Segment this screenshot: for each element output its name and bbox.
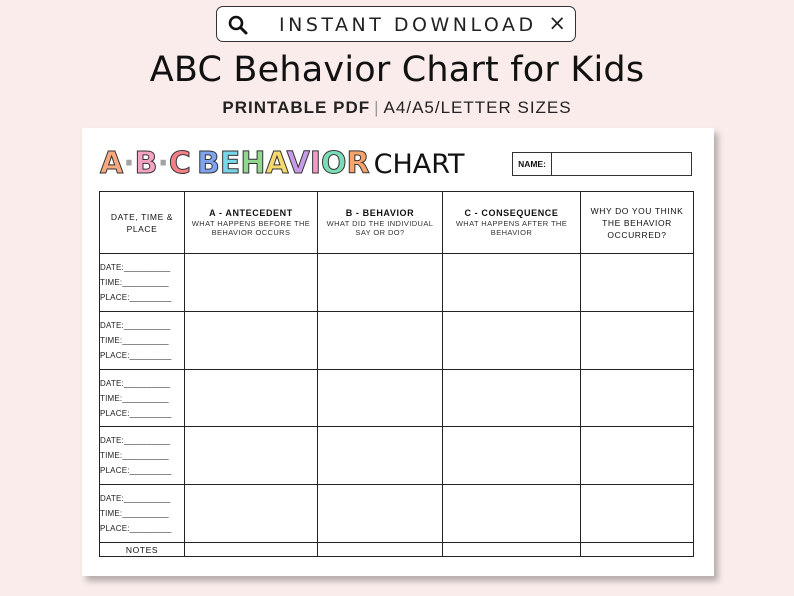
logo-letter: B bbox=[196, 146, 220, 181]
write-in-cell[interactable] bbox=[581, 254, 694, 312]
search-text: INSTANT DOWNLOAD bbox=[279, 14, 537, 36]
date-time-place-field: DATE:__________ bbox=[100, 378, 171, 388]
write-in-cell[interactable] bbox=[443, 485, 581, 543]
page-title: ABC Behavior Chart for Kids bbox=[149, 50, 645, 90]
date-time-place-field: PLACE:_________ bbox=[100, 466, 172, 476]
header-consequence: C - CONSEQUENCE WHAT HAPPENS AFTER THE BEHAVIOR bbox=[443, 192, 581, 254]
date-time-place-cell[interactable] bbox=[100, 254, 185, 312]
logo-letter: · bbox=[157, 146, 169, 181]
table-row bbox=[100, 254, 694, 312]
header-date-time-place: DATE, TIME & PLACE bbox=[100, 192, 185, 254]
date-time-place-field: DATE:__________ bbox=[100, 262, 171, 272]
notes-label: NOTES bbox=[100, 543, 185, 557]
write-in-cell[interactable] bbox=[443, 369, 581, 427]
notes-cell[interactable] bbox=[443, 543, 581, 557]
date-time-place-field: TIME:__________ bbox=[100, 335, 169, 345]
write-in-cell[interactable] bbox=[581, 427, 694, 485]
table-row bbox=[100, 369, 694, 427]
notes-row bbox=[100, 543, 694, 557]
logo-letter: I bbox=[309, 146, 321, 181]
write-in-cell[interactable] bbox=[185, 369, 318, 427]
name-field[interactable] bbox=[552, 153, 691, 175]
date-time-place-field: TIME:__________ bbox=[100, 451, 169, 461]
date-time-place-cell[interactable] bbox=[100, 311, 185, 369]
date-time-place-field: DATE:__________ bbox=[100, 436, 171, 446]
logo-letter: · bbox=[123, 146, 135, 181]
subtitle-separator: | bbox=[374, 98, 380, 117]
write-in-cell[interactable] bbox=[185, 311, 318, 369]
close-icon[interactable]: × bbox=[548, 11, 566, 35]
search-icon[interactable] bbox=[227, 14, 249, 36]
write-in-cell[interactable] bbox=[318, 369, 443, 427]
date-time-place-field: TIME:__________ bbox=[100, 277, 169, 287]
sheet-logo bbox=[100, 146, 465, 181]
header-why: WHY DO YOU THINK THE BEHAVIOR OCCURRED? bbox=[581, 192, 694, 254]
date-time-place-field: DATE:__________ bbox=[100, 320, 171, 330]
header-antecedent: A - ANTECEDENT WHAT HAPPENS BEFORE THE BEHAVIOR OCCURS bbox=[185, 192, 318, 254]
notes-cell[interactable] bbox=[581, 543, 694, 557]
write-in-cell[interactable] bbox=[318, 427, 443, 485]
write-in-cell[interactable] bbox=[581, 369, 694, 427]
date-time-place-cell[interactable] bbox=[100, 369, 185, 427]
logo-letter: V bbox=[286, 146, 310, 181]
write-in-cell[interactable] bbox=[318, 311, 443, 369]
write-in-cell[interactable] bbox=[443, 311, 581, 369]
logo-letter: A bbox=[100, 146, 124, 181]
header-behavior: B - BEHAVIOR WHAT DID THE INDIVIDUAL SAY OR DO? bbox=[318, 192, 443, 254]
search-bar[interactable] bbox=[216, 6, 576, 42]
header-row bbox=[100, 192, 694, 254]
write-in-cell[interactable] bbox=[185, 254, 318, 312]
logo-letter: O bbox=[321, 146, 347, 181]
date-time-place-cell[interactable] bbox=[100, 485, 185, 543]
name-box bbox=[512, 152, 692, 176]
logo-letter: A bbox=[265, 146, 287, 181]
logo-letter: C bbox=[168, 146, 191, 181]
write-in-cell[interactable] bbox=[185, 427, 318, 485]
logo-chart-word: CHART bbox=[373, 149, 465, 180]
logo-letter: E bbox=[219, 146, 241, 181]
subtitle-sizes: A4/A5/LETTER SIZES bbox=[383, 98, 572, 117]
date-time-place-field: PLACE:_________ bbox=[100, 292, 172, 302]
logo-letter: H bbox=[240, 146, 266, 181]
table-row bbox=[100, 427, 694, 485]
table-row bbox=[100, 485, 694, 543]
date-time-place-field: TIME:__________ bbox=[100, 509, 169, 519]
date-time-place-field: TIME:__________ bbox=[100, 393, 169, 403]
write-in-cell[interactable] bbox=[581, 311, 694, 369]
name-label: NAME: bbox=[513, 153, 552, 175]
date-time-place-field: PLACE:_________ bbox=[100, 408, 172, 418]
write-in-cell[interactable] bbox=[185, 485, 318, 543]
notes-cell[interactable] bbox=[185, 543, 318, 557]
write-in-cell[interactable] bbox=[443, 254, 581, 312]
abc-table bbox=[99, 191, 694, 557]
logo-letter: R bbox=[346, 146, 370, 181]
write-in-cell[interactable] bbox=[318, 485, 443, 543]
date-time-place-cell[interactable] bbox=[100, 427, 185, 485]
chart-sheet bbox=[82, 128, 714, 576]
date-time-place-field: PLACE:_________ bbox=[100, 524, 172, 534]
subtitle-format: PRINTABLE PDF bbox=[222, 98, 371, 117]
date-time-place-field: PLACE:_________ bbox=[100, 350, 172, 360]
date-time-place-field: DATE:__________ bbox=[100, 494, 171, 504]
logo-letter: B bbox=[134, 146, 158, 181]
table-row bbox=[100, 311, 694, 369]
page-subtitle bbox=[0, 98, 794, 118]
write-in-cell[interactable] bbox=[318, 254, 443, 312]
write-in-cell[interactable] bbox=[443, 427, 581, 485]
write-in-cell[interactable] bbox=[581, 485, 694, 543]
notes-cell[interactable] bbox=[318, 543, 443, 557]
